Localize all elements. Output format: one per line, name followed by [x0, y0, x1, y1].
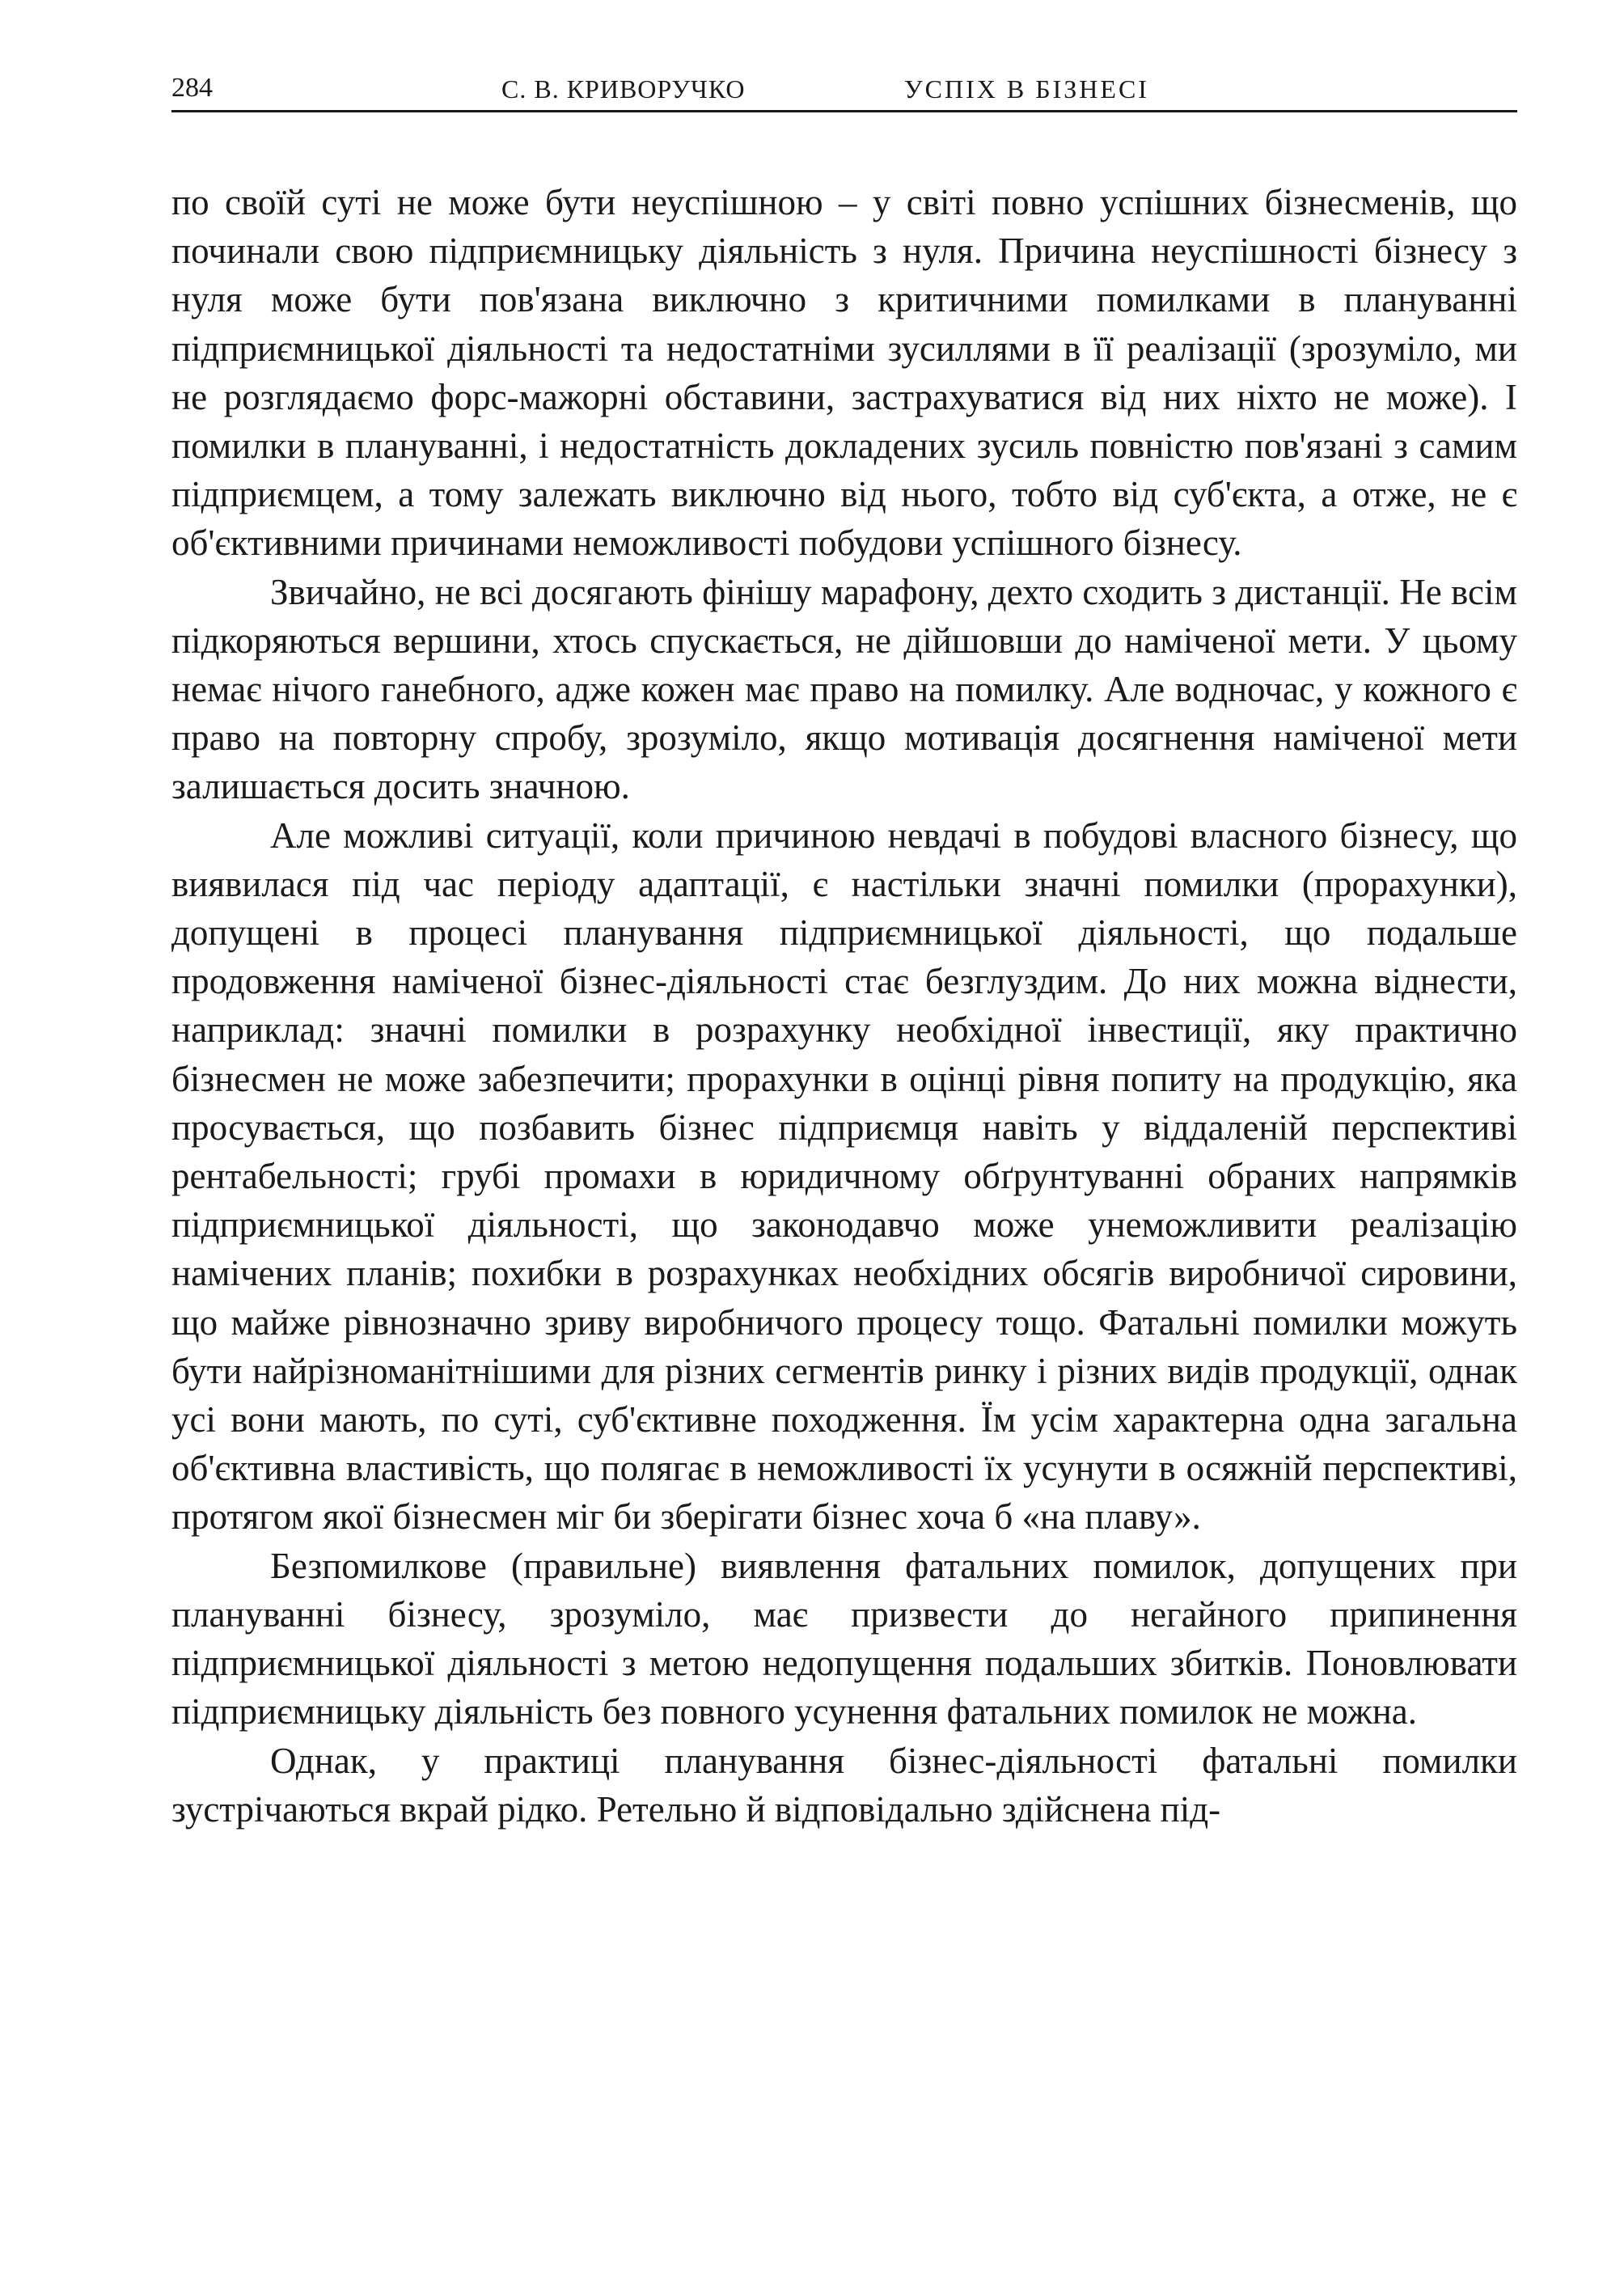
paragraph-4: Безпомилкове (правильне) виявлення фатальних помилок, допущених при плануванні бізнесу, зрозуміло, має призвести до негайного припинення підприємницької діяльності з метою недопущення подальших збитків. Поновлювати підприємницьку діяльність без повного усунення фатальних помилок не можна. [171, 1545, 1517, 1732]
paragraph-2: Звичайно, не всі досягають фінішу марафону, дехто сходить з дистанції. Не всім підкоряються вершини, хтось спускається, не дійшовши до наміченої мети. У цьому немає нічого ганебного, адже кожен має право на помилку. Але водночас, у кожного є право на повторну спробу, зрозуміло, якщо мотивація досягнення наміченої мети залишається досить значною. [171, 571, 1517, 807]
paragraph-3: Але можливі ситуації, коли причиною невдачі в побудові власного бізнесу, що виявилася під час періоду адаптації, є настільки значні помилки (прорахунки), допущені в процесі планування підприємницької діяльності, що подальше продовження наміченої бізнес-діяльності стає безглуздим. До них можна віднести, наприклад: значні помилки в розрахунку необхідної інвестиції, яку практично бізнесмен не може забезпечити; прорахунки в оцінці рівня попиту на продукцію, яка просувається, що позбавить бізнес підприємця навіть у віддаленій перспективі рентабельності; грубі промахи в юридичному обґрунтуванні обраних напрямків підприємницької діяльності, що законодавчо може унеможливити реалізацію намічених планів; похибки в розрахунках необхідних обсягів виробничої сировини, що майже рівнозначно зриву виробничого процесу тощо. Фатальні помилки можуть бути найрізноманітнішими для різних сегментів ринку і різних видів продукції, однак усі вони мають, по суті, суб'єктивне походження. Їм усім характерна одна загальна об'єктивна властивість, що полягає в неможливості їх усунути в осяжній перспективі, протягом якої бізнесмен міг би зберігати бізнес хоча б «на плаву». [171, 814, 1517, 1538]
page-body [171, 178, 1517, 1834]
page-number: 284 [171, 73, 213, 103]
running-title: УСПІХ В БІЗНЕСІ [904, 74, 1149, 104]
paragraph-5: Однак, у практиці планування бізнес-діяльності фатальні помилки зустрічаються вкрай рідко. Ретельно й відповідально здійснена під- [171, 1740, 1517, 1830]
running-header [171, 70, 1517, 112]
running-author: С. В. КРИВОРУЧКО [501, 74, 746, 104]
paragraph-1: по своїй суті не може бути неуспішною – у світі повно успішних бізнесменів, що починали свою підприємницьку діяльність з нуля. Причина неуспішності бізнесу з нуля може бути пов'язана виключно з критичними помилками в плануванні підприємницької діяльності та недостатніми зусиллями в її реалізації (зрозуміло, ми не розглядаємо форс-мажорні обставини, застрахуватися від них ніхто не може). І помилки в плануванні, і недостатність докладених зусиль повністю пов'язані з самим підприємцем, а тому залежать виключно від нього, тобто від суб'єкта, а отже, не є об'єктивними причинами неможливості побудови успішного бізнесу. [171, 182, 1517, 564]
